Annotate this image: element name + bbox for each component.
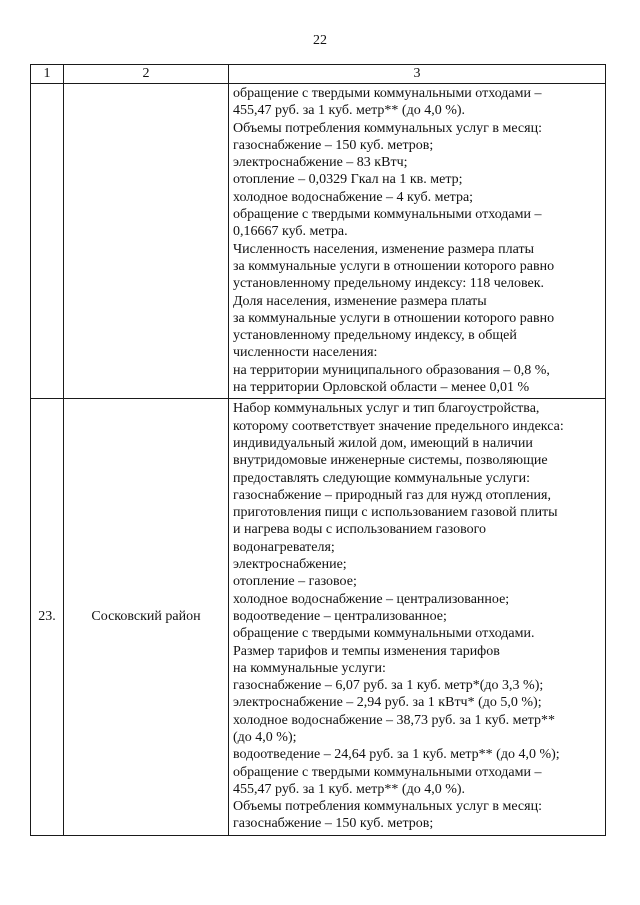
- description-line: отопление – 0,0329 Гкал на 1 кв. метр;: [233, 172, 463, 188]
- description-line: холодное водоснабжение – 38,73 руб. за 1 куб. метр**: [233, 712, 555, 728]
- description-line: численности населения:: [233, 345, 378, 361]
- description-line: водонагревателя;: [233, 539, 335, 555]
- district-name-cell: [64, 84, 229, 399]
- description-line: водоотведение – 24,64 руб. за 1 куб. метр** (до 4,0 %);: [233, 747, 560, 763]
- description-line: Объемы потребления коммунальных услуг в месяц:: [233, 799, 542, 815]
- description-line: водоотведение – централизованное;: [233, 608, 447, 624]
- table-row-soskovsky: [31, 399, 606, 835]
- description-line: индивидуальный жилой дом, имеющий в наличии: [233, 435, 533, 451]
- header-col-3: 3: [229, 65, 606, 84]
- description-line: обращение с твердыми коммунальными отходами.: [233, 626, 535, 642]
- description-line: обращение с твердыми коммунальными отходами –: [233, 86, 542, 101]
- description-line: (до 4,0 %);: [233, 729, 297, 745]
- description-line: которому соответствует значение предельного индекса:: [233, 418, 564, 434]
- description-line: холодное водоснабжение – централизованное;: [233, 591, 510, 607]
- description-line: 455,47 руб. за 1 куб. метр** (до 4,0 %).: [233, 781, 466, 797]
- row-number-cell: [31, 84, 64, 399]
- description-line: установленному предельному индексу: 118 человек.: [233, 276, 545, 292]
- description-line: за коммунальные услуги в отношении которого равно: [233, 258, 555, 274]
- description-line: и нагрева воды с использованием газового: [233, 522, 486, 538]
- description-line: электроснабжение – 2,94 руб. за 1 кВтч* (до 5,0 %);: [233, 695, 542, 711]
- description-line: обращение с твердыми коммунальными отходами –: [233, 764, 542, 780]
- table-row-continuation: [31, 84, 606, 399]
- table-header-row: [31, 65, 606, 84]
- description-line: электроснабжение;: [233, 557, 347, 573]
- description-cell: [229, 399, 606, 835]
- description-line: Численность населения, изменение размера платы: [233, 241, 534, 257]
- description-line: на территории муниципального образования – 0,8 %,: [233, 362, 550, 378]
- description-line: электроснабжение – 83 кВтч;: [233, 155, 408, 171]
- description-line: газоснабжение – 6,07 руб. за 1 куб. метр*(до 3,3 %);: [233, 678, 544, 694]
- description-line: на коммунальные услуги:: [233, 660, 386, 676]
- description-line: Размер тарифов и темпы изменения тарифов: [233, 643, 500, 659]
- description-line: Доля населения, изменение размера платы: [233, 293, 487, 309]
- row-number-cell: 23.: [31, 399, 64, 835]
- description-line: 0,16667 куб. метра.: [233, 224, 348, 240]
- description-line: Набор коммунальных услуг и тип благоустройства,: [233, 401, 540, 417]
- description-line: Объемы потребления коммунальных услуг в месяц:: [233, 120, 542, 136]
- description-line: газоснабжение – природный газ для нужд отопления,: [233, 487, 551, 503]
- description-line: за коммунальные услуги в отношении которого равно: [233, 310, 555, 326]
- description-line: газоснабжение – 150 куб. метров;: [233, 816, 434, 832]
- description-line: предоставлять следующие коммунальные услуги:: [233, 470, 531, 486]
- header-col-1: 1: [31, 65, 64, 84]
- description-line: обращение с твердыми коммунальными отходами –: [233, 207, 542, 223]
- description-line: на территории Орловской области – менее 0,01 %: [233, 380, 530, 396]
- description-cell: [229, 84, 606, 399]
- description-line: внутридомовые инженерные системы, позволяющие: [233, 453, 548, 469]
- tariff-table: [30, 64, 606, 836]
- description-line: установленному предельному индексу, в общей: [233, 328, 517, 344]
- description-line: газоснабжение – 150 куб. метров;: [233, 137, 434, 153]
- page-number: 22: [313, 33, 327, 48]
- description-line: холодное водоснабжение – 4 куб. метра;: [233, 189, 474, 205]
- district-name-cell: Сосковский район: [64, 399, 229, 835]
- header-col-2: 2: [64, 65, 229, 84]
- description-line: 455,47 руб. за 1 куб. метр** (до 4,0 %).: [233, 103, 466, 119]
- description-line: отопление – газовое;: [233, 574, 357, 590]
- description-line: приготовления пищи с использованием газовой плиты: [233, 505, 558, 521]
